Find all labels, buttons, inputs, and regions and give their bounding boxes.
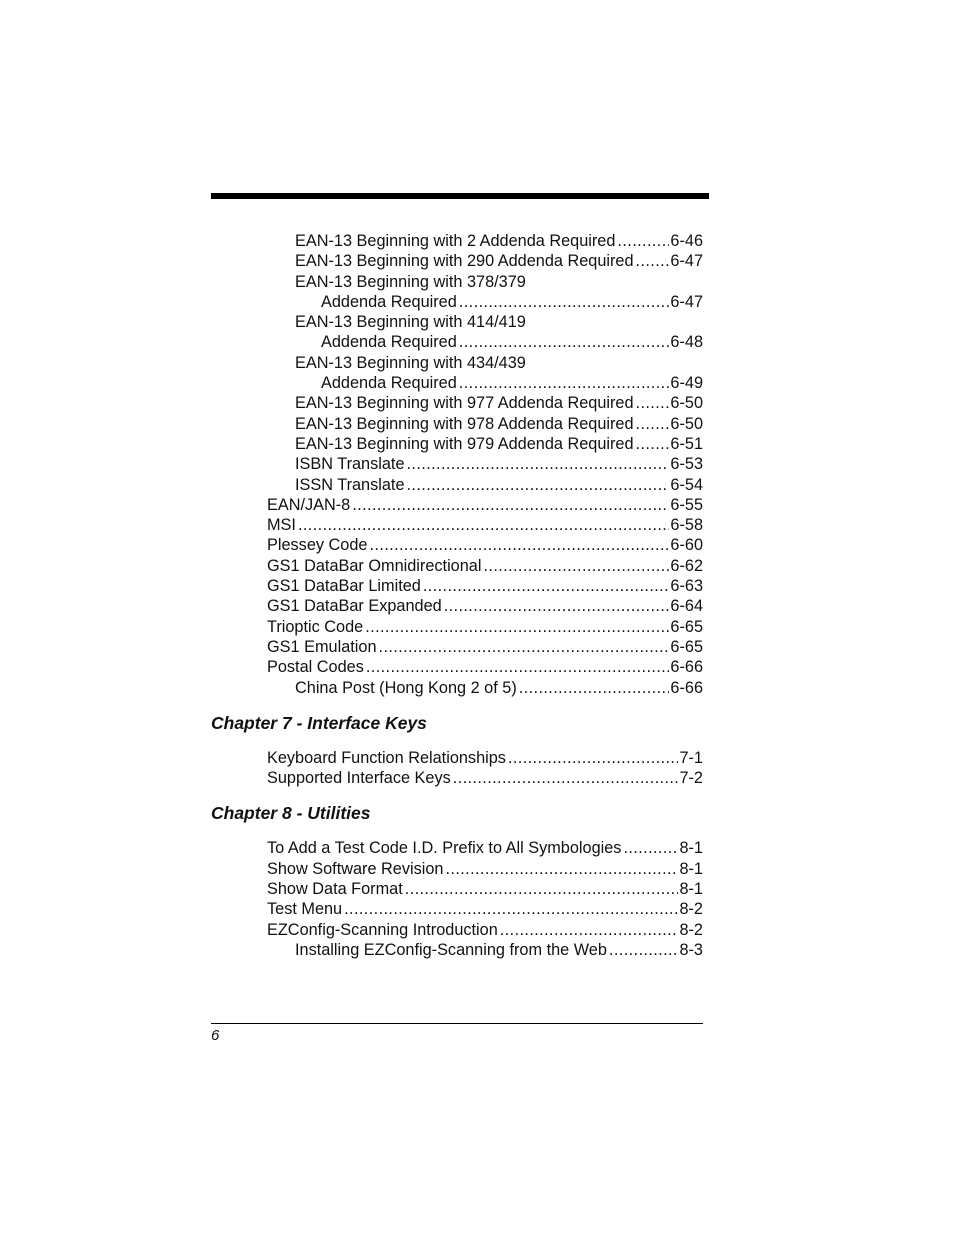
toc-entry-page: 6-64 bbox=[670, 597, 703, 616]
toc-entry[interactable] bbox=[211, 535, 703, 555]
dot-leader bbox=[500, 920, 679, 940]
toc-entry[interactable] bbox=[211, 748, 703, 768]
toc-entry-page: 6-66 bbox=[670, 678, 703, 697]
toc-entry[interactable] bbox=[211, 556, 703, 576]
toc-entry[interactable] bbox=[211, 576, 703, 596]
toc-entry-page: 8-2 bbox=[679, 900, 703, 919]
toc-entry[interactable] bbox=[211, 353, 703, 373]
dot-leader bbox=[623, 838, 678, 858]
toc-entry-label: ISBN Translate bbox=[295, 455, 405, 474]
toc-entry[interactable] bbox=[211, 768, 703, 788]
dot-leader bbox=[636, 434, 670, 454]
toc-entry[interactable] bbox=[211, 899, 703, 919]
toc-entry-label: EAN-13 Beginning with 977 Addenda Required bbox=[295, 394, 634, 413]
toc-entry[interactable] bbox=[211, 678, 703, 698]
toc-entry-label: MSI bbox=[267, 516, 296, 535]
dot-leader bbox=[459, 332, 670, 352]
toc-entry-label: EAN/JAN-8 bbox=[267, 495, 351, 514]
toc-entry[interactable] bbox=[211, 617, 703, 637]
dot-leader bbox=[352, 495, 669, 515]
toc-entry-page: 6-55 bbox=[670, 495, 703, 514]
table-of-contents bbox=[211, 231, 703, 960]
toc-entry[interactable] bbox=[211, 272, 703, 292]
toc-entry-label: ISSN Translate bbox=[295, 475, 405, 494]
dot-leader bbox=[444, 596, 670, 616]
dot-leader bbox=[459, 373, 670, 393]
toc-entry-label: Test Menu bbox=[267, 900, 343, 919]
toc-entry-page: 8-3 bbox=[679, 940, 703, 959]
toc-entry-page: 6-60 bbox=[670, 536, 703, 555]
toc-entry-page: 6-48 bbox=[670, 333, 703, 352]
toc-list-chapter6-continued bbox=[211, 231, 703, 698]
dot-leader bbox=[407, 475, 670, 495]
toc-entry-page: 6-50 bbox=[670, 414, 703, 433]
toc-entry-label: EAN-13 Beginning with 434/439 bbox=[295, 353, 526, 372]
toc-entry-label: Show Data Format bbox=[267, 880, 403, 899]
toc-entry-label: Addenda Required bbox=[321, 374, 457, 393]
toc-entry-label: EZConfig-Scanning Introduction bbox=[267, 920, 498, 939]
toc-entry-page: 6-47 bbox=[670, 292, 703, 311]
toc-entry-label: EAN-13 Beginning with 979 Addenda Required bbox=[295, 434, 634, 453]
dot-leader bbox=[445, 859, 678, 879]
toc-entry[interactable] bbox=[211, 495, 703, 515]
dot-leader bbox=[344, 899, 678, 919]
chapter-8-heading: Chapter 8 - Utilities bbox=[211, 803, 371, 824]
toc-entry-label: Postal Codes bbox=[267, 658, 364, 677]
toc-entry[interactable] bbox=[211, 434, 703, 454]
toc-entry-page: 7-1 bbox=[679, 748, 703, 767]
dot-leader bbox=[636, 414, 670, 434]
dot-leader bbox=[366, 657, 670, 677]
toc-entry-page: 8-1 bbox=[679, 880, 703, 899]
dot-leader bbox=[379, 637, 670, 657]
toc-entry[interactable] bbox=[211, 838, 703, 858]
dot-leader bbox=[508, 748, 679, 768]
toc-entry[interactable] bbox=[211, 373, 703, 393]
toc-entry-label: EAN-13 Beginning with 2 Addenda Required bbox=[295, 232, 616, 250]
toc-entry[interactable] bbox=[211, 454, 703, 474]
toc-entry-label: China Post (Hong Kong 2 of 5) bbox=[295, 678, 517, 697]
toc-entry[interactable] bbox=[211, 515, 703, 535]
page-number: 6 bbox=[211, 1027, 220, 1044]
toc-entry[interactable] bbox=[211, 475, 703, 495]
toc-entry[interactable] bbox=[211, 312, 703, 332]
toc-entry-label: To Add a Test Code I.D. Prefix to All Symbologies bbox=[267, 839, 622, 858]
toc-entry-label: Show Software Revision bbox=[267, 859, 444, 878]
toc-entry-page: 8-1 bbox=[679, 859, 703, 878]
dot-leader bbox=[519, 678, 670, 698]
toc-entry-page: 7-2 bbox=[679, 769, 703, 788]
toc-entry[interactable] bbox=[211, 940, 703, 960]
chapter-7-heading: Chapter 7 - Interface Keys bbox=[211, 712, 427, 733]
toc-entry-label: EAN-13 Beginning with 978 Addenda Required bbox=[295, 414, 634, 433]
toc-entry[interactable] bbox=[211, 393, 703, 413]
toc-entry-label: Plessey Code bbox=[267, 536, 368, 555]
toc-entry-label: Trioptic Code bbox=[267, 617, 364, 636]
dot-leader bbox=[483, 556, 669, 576]
toc-entry-label: GS1 DataBar Limited bbox=[267, 577, 421, 596]
toc-entry[interactable] bbox=[211, 859, 703, 879]
toc-entry[interactable] bbox=[211, 879, 703, 899]
toc-entry-page: 6-53 bbox=[670, 455, 703, 474]
dot-leader bbox=[617, 231, 669, 251]
toc-entry-page: 6-54 bbox=[670, 475, 703, 494]
toc-entry-page: 6-49 bbox=[670, 374, 703, 393]
toc-entry-page: 6-65 bbox=[670, 617, 703, 636]
toc-entry-label: Addenda Required bbox=[321, 333, 457, 352]
toc-entry-label: Addenda Required bbox=[321, 292, 457, 311]
toc-list-chapter7 bbox=[211, 748, 703, 789]
dot-leader bbox=[365, 617, 669, 637]
toc-entry-label: EAN-13 Beginning with 290 Addenda Required bbox=[295, 252, 634, 271]
dot-leader bbox=[369, 535, 669, 555]
dot-leader bbox=[636, 251, 670, 271]
dot-leader bbox=[405, 879, 679, 899]
dot-leader bbox=[423, 576, 670, 596]
toc-entry-page: 6-47 bbox=[670, 252, 703, 271]
toc-entry-page: 6-63 bbox=[670, 577, 703, 596]
toc-entry-page: 8-1 bbox=[679, 839, 703, 858]
toc-entry-label: Installing EZConfig-Scanning from the Web bbox=[295, 940, 607, 959]
toc-entry-page: 6-58 bbox=[670, 516, 703, 535]
toc-list-chapter8 bbox=[211, 838, 703, 960]
toc-entry-label: Keyboard Function Relationships bbox=[267, 748, 506, 767]
footer-rule bbox=[211, 1023, 703, 1024]
dot-leader bbox=[609, 940, 679, 960]
toc-entry[interactable] bbox=[211, 251, 703, 271]
toc-entry-page: 6-51 bbox=[670, 434, 703, 453]
toc-entry-label: EAN-13 Beginning with 414/419 bbox=[295, 313, 526, 332]
toc-entry-page: 6-65 bbox=[670, 637, 703, 656]
toc-entry-page: 6-50 bbox=[670, 394, 703, 413]
toc-entry-label: GS1 DataBar Omnidirectional bbox=[267, 556, 482, 575]
toc-entry[interactable] bbox=[211, 596, 703, 616]
dot-leader bbox=[453, 768, 679, 788]
toc-entry[interactable] bbox=[211, 292, 703, 312]
dot-leader bbox=[407, 454, 670, 474]
toc-entry-page: 6-46 bbox=[670, 232, 703, 250]
toc-entry-label: EAN-13 Beginning with 378/379 bbox=[295, 272, 526, 291]
toc-entry[interactable] bbox=[211, 657, 703, 677]
toc-entry-label: GS1 DataBar Expanded bbox=[267, 597, 442, 616]
toc-entry-label: GS1 Emulation bbox=[267, 637, 377, 656]
toc-entry-page: 8-2 bbox=[679, 920, 703, 939]
toc-entry[interactable] bbox=[211, 920, 703, 940]
toc-entry-page: 6-62 bbox=[670, 556, 703, 575]
toc-entry-page: 6-66 bbox=[670, 658, 703, 677]
toc-entry[interactable] bbox=[211, 637, 703, 657]
dot-leader bbox=[636, 393, 670, 413]
header-rule bbox=[211, 193, 709, 199]
toc-entry[interactable] bbox=[211, 414, 703, 434]
toc-entry-label: Supported Interface Keys bbox=[267, 769, 451, 788]
toc-entry[interactable] bbox=[211, 231, 703, 251]
toc-entry[interactable] bbox=[211, 332, 703, 352]
dot-leader bbox=[298, 515, 669, 535]
dot-leader bbox=[459, 292, 670, 312]
